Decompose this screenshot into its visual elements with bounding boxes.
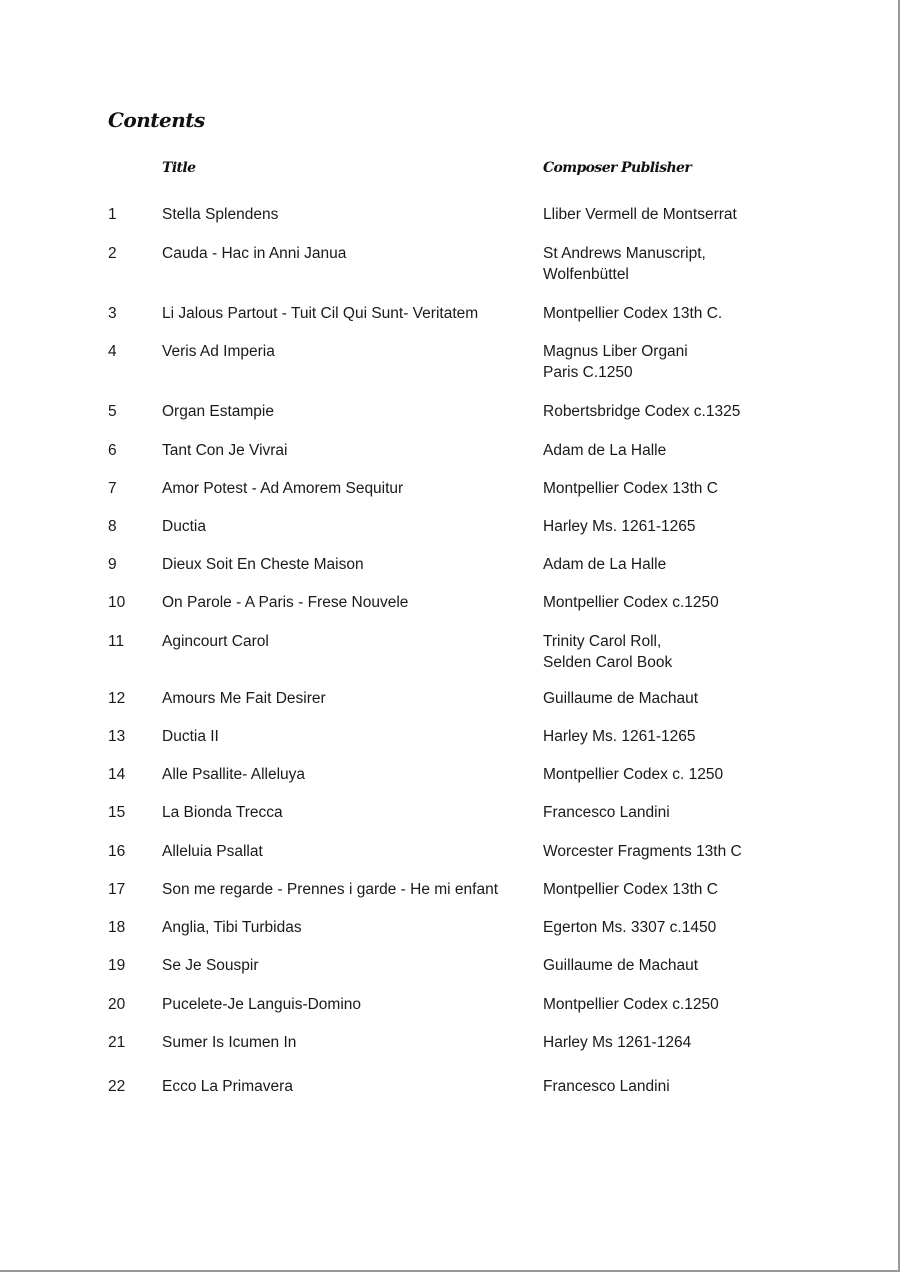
entry-number: 4 <box>108 343 117 360</box>
column-header-composer: Composer Publisher <box>543 160 692 176</box>
entry-title: Ecco La Primavera <box>162 1078 293 1095</box>
entry-composer: Montpellier Codex 13th C. <box>543 305 723 322</box>
entry-title: Son me regarde - Prennes i garde - He mi enfant <box>162 881 499 898</box>
entry-number: 12 <box>108 690 126 707</box>
entry-composer: Adam de La Halle <box>543 556 667 573</box>
entry-title: Veris Ad Imperia <box>162 343 275 360</box>
entry-composer: Montpellier Codex 13th C <box>543 480 718 497</box>
entry-number: 7 <box>108 480 117 497</box>
entry-title: Amours Me Fait Desirer <box>162 690 326 707</box>
entry-composer: Worcester Fragments 13th C <box>543 843 742 860</box>
entry-composer: Montpellier Codex c. 1250 <box>543 766 724 783</box>
entry-title: Anglia, Tibi Turbidas <box>162 919 302 936</box>
column-header-title: Title <box>162 160 196 176</box>
entry-composer: Lliber Vermell de Montserrat <box>543 206 737 223</box>
entry-composer: Trinity Carol Roll, Selden Carol Book <box>543 633 673 671</box>
entry-title: Sumer Is Icumen In <box>162 1034 297 1051</box>
entry-number: 16 <box>108 843 126 860</box>
entry-title: Alle Psallite- Alleluya <box>162 766 306 783</box>
entry-composer: Montpellier Codex c.1250 <box>543 996 719 1013</box>
entry-number: 8 <box>108 518 117 535</box>
entry-number: 2 <box>108 245 117 262</box>
entry-composer: Harley Ms. 1261-1265 <box>543 518 696 535</box>
entry-title: Se Je Souspir <box>162 957 259 974</box>
entry-title: On Parole - A Paris - Frese Nouvele <box>162 594 409 611</box>
entry-number: 3 <box>108 305 117 322</box>
entry-title: Ductia II <box>162 728 219 745</box>
entry-title: Agincourt Carol <box>162 633 269 650</box>
entry-composer: Montpellier Codex c.1250 <box>543 594 719 611</box>
entry-composer: St Andrews Manuscript, Wolfenbüttel <box>543 245 706 283</box>
entry-title: Tant Con Je Vivrai <box>162 442 288 459</box>
entry-number: 22 <box>108 1078 126 1095</box>
entry-number: 6 <box>108 442 117 459</box>
entry-title: Stella Splendens <box>162 206 279 223</box>
entry-number: 1 <box>108 206 117 223</box>
entry-number: 13 <box>108 728 126 745</box>
entry-composer: Guillaume de Machaut <box>543 957 699 974</box>
entry-title: Organ Estampie <box>162 403 274 420</box>
entry-number: 20 <box>108 996 126 1013</box>
entry-composer: Adam de La Halle <box>543 442 667 459</box>
entry-title: Alleluia Psallat <box>162 843 263 860</box>
entry-composer: Robertsbridge Codex c.1325 <box>543 403 741 420</box>
entry-number: 5 <box>108 403 117 420</box>
entry-composer: Guillaume de Machaut <box>543 690 699 707</box>
entry-title: Amor Potest - Ad Amorem Sequitur <box>162 480 404 497</box>
entry-composer: Magnus Liber Organi Paris C.1250 <box>543 343 688 381</box>
entry-title: Pucelete-Je Languis-Domino <box>162 996 362 1013</box>
entry-composer: Francesco Landini <box>543 804 670 821</box>
entry-title: La Bionda Trecca <box>162 804 283 821</box>
entry-number: 15 <box>108 804 126 821</box>
entry-title: Ductia <box>162 518 206 535</box>
entry-composer: Montpellier Codex 13th C <box>543 881 718 898</box>
entry-number: 9 <box>108 556 117 573</box>
entry-number: 21 <box>108 1034 126 1051</box>
entry-number: 19 <box>108 957 126 974</box>
entry-number: 11 <box>108 633 125 650</box>
entry-title: Dieux Soit En Cheste Maison <box>162 556 364 573</box>
entry-number: 14 <box>108 766 126 783</box>
entry-composer: Francesco Landini <box>543 1078 670 1095</box>
entry-composer: Harley Ms 1261-1264 <box>543 1034 692 1051</box>
entry-number: 17 <box>108 881 126 898</box>
entry-composer: Egerton Ms. 3307 c.1450 <box>543 919 717 936</box>
entry-title: Cauda - Hac in Anni Janua <box>162 245 347 262</box>
page-title: Contents <box>108 108 205 132</box>
entry-number: 10 <box>108 594 126 611</box>
entry-title: Li Jalous Partout - Tuit Cil Qui Sunt- Veritatem <box>162 305 479 322</box>
entry-number: 18 <box>108 919 126 936</box>
entry-composer: Harley Ms. 1261-1265 <box>543 728 696 745</box>
